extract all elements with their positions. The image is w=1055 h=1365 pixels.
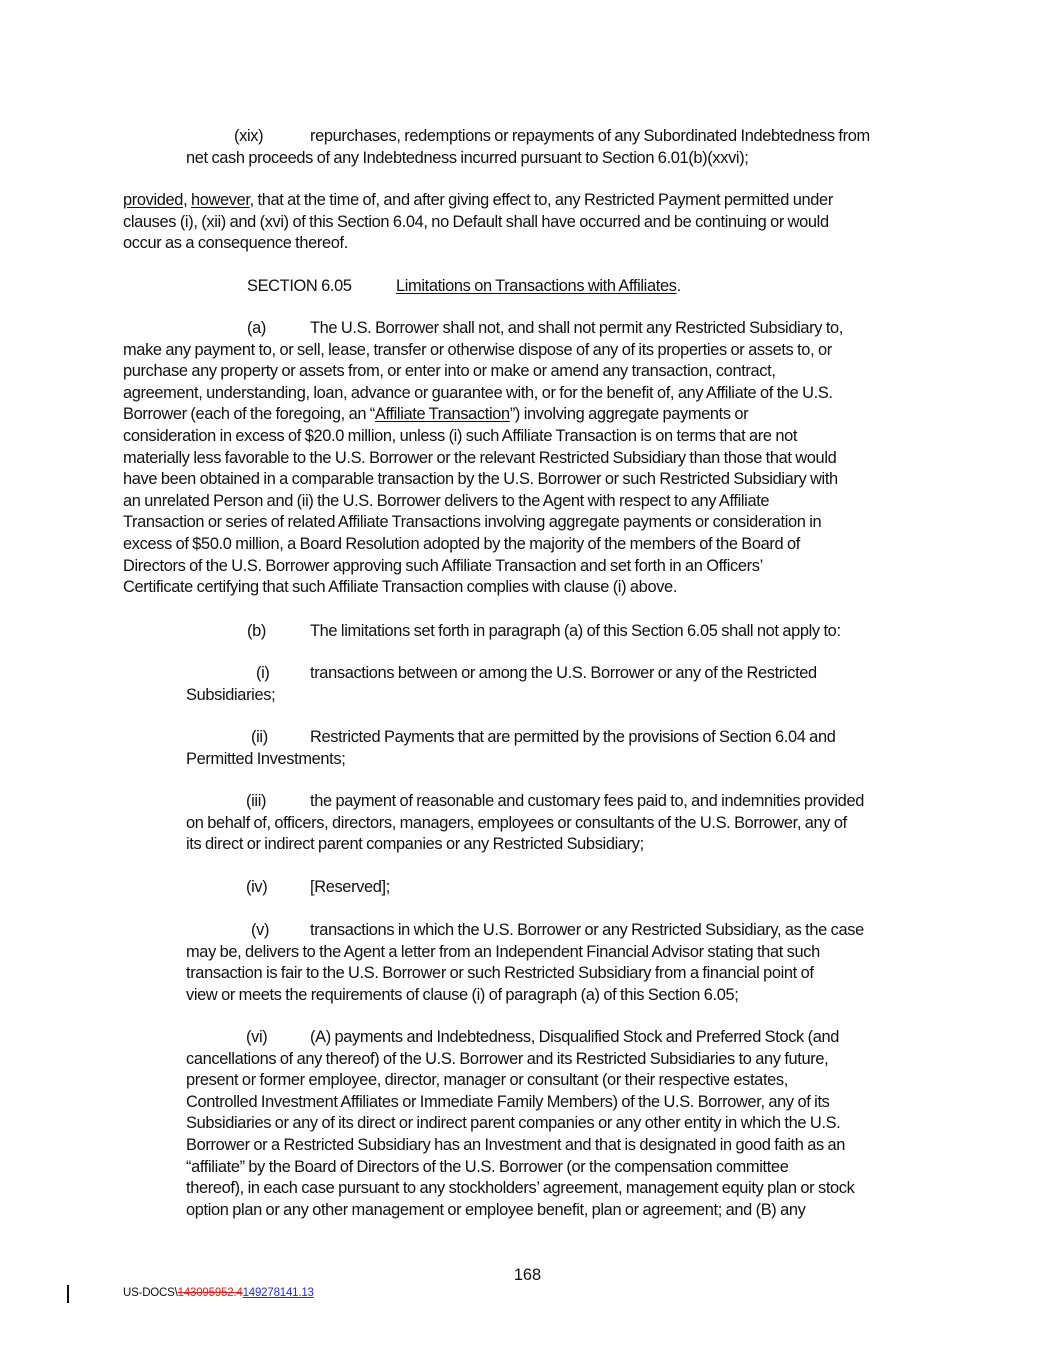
- doc-id-inserted: 149278141.13: [242, 1287, 314, 1299]
- item-number: (i): [256, 664, 270, 682]
- clause-text: net cash proceeds of any Indebtedness incurred pursuant to Section 6.01(b)(xxvi);: [186, 148, 749, 167]
- paragraph-b: (b) The limitations set forth in paragraph (a) of this Section 6.05 shall not apply to:: [247, 621, 841, 643]
- paragraph-number: (a): [247, 319, 266, 337]
- change-bar: [67, 1285, 69, 1303]
- item-iv: (iv) [Reserved];: [186, 877, 390, 899]
- item-number: (vi): [246, 1028, 268, 1046]
- defined-term-affiliate-transaction: Affiliate Transaction: [374, 405, 510, 424]
- item-number: (iii): [246, 792, 267, 810]
- doc-id-prefix: US-DOCS\: [123, 1287, 178, 1299]
- section-title: Limitations on Transactions with Affiliates: [396, 277, 677, 295]
- item-number: (v): [251, 921, 270, 939]
- paragraph-a: (a) The U.S. Borrower shall not, and shall not permit any Restricted Subsidiary to, make any payment to, or sell, lease, transfer or otherwise dispose of any of its properties or assets to, or purchase any property or assets from, or enter into or make or amend any transaction, contract, agreement, understanding, loan, advance or guarantee with, or for the benefit of, any Affiliate of the U.S. Borrower (each of the foregoing, an “Affiliate Transaction”) involving aggregate payments or consideration in excess of $20.0 million, unless (i) such Affiliate Transaction is on terms that are not materially less favorable to the U.S. Borrower or the relevant Restricted Subsidiary than those that would have been obtained in a comparable transaction by the U.S. Borrower or such Restricted Subsidiary with an unrelated Person and (ii) the U.S. Borrower delivers to the Agent with respect to any Affiliate Transaction or series of related Affiliate Transactions involving aggregate payments or consideration in excess of $50.0 million, a Board Resolution adopted by the majority of the members of the Board of Directors of the U.S. Borrower approving such Affiliate Transaction and set forth in an Officers’ Certificate certifying that such Affiliate Transaction complies with clause (i) above.: [123, 319, 843, 597]
- section-heading: SECTION 6.05 Limitations on Transactions with Affiliates.: [247, 276, 681, 298]
- section-number: SECTION 6.05: [247, 277, 352, 295]
- item-number: (ii): [251, 728, 268, 746]
- item-iii: (iii) the payment of reasonable and customary fees paid to, and indemnities provided on behalf of, officers, directors, managers, employees or consultants of the U.S. Borrower, any of its direct or indirect parent companies or any Restricted Subsidiary;: [186, 792, 864, 854]
- item-vi: (vi) (A) payments and Indebtedness, Disqualified Stock and Preferred Stock (and cancellations of any thereof) of the U.S. Borrower and its Restricted Subsidiaries to any future, present or former employee, director, manager or consultant (or their respective estates, Controlled Investment Affiliates or Immediate Family Members) of the U.S. Borrower, any of its Subsidiaries or any of its direct or indirect parent companies or any other entity in which the U.S. Borrower or a Restricted Subsidiary has an Investment and that is designated in good faith as an “affiliate” by the Board of Directors of the U.S. Borrower (or the compensation committee thereof), in each case pursuant to any stockholders’ agreement, management equity plan or stock option plan or any other management or employee benefit, plan or agreement; and (B) any: [186, 1028, 855, 1219]
- provided-term: provided: [123, 191, 184, 209]
- clause-text: repurchases, redemptions or repayments of any Subordinated Indebtedness from: [310, 127, 870, 145]
- however-term: however: [191, 191, 250, 209]
- doc-id-deleted: 143095952.4: [177, 1287, 243, 1299]
- clause-number: (xix): [234, 127, 264, 145]
- item-i: (i) transactions between or among the U.S. Borrower or any of the Restricted Subsidiaries;: [186, 664, 817, 704]
- item-v: (v) transactions in which the U.S. Borrower or any Restricted Subsidiary, as the case may be, delivers to the Agent a letter from an Independent Financial Advisor stating that such transaction is fair to the U.S. Borrower or such Restricted Subsidiary from a financial point of view or meets the requirements of clause (i) of paragraph (a) of this Section 6.05;: [186, 921, 864, 1004]
- proviso-paragraph: provided, however, that at the time of, and after giving effect to, any Restricted Payment permitted under clauses (i), (xii) and (xvi) of this Section 6.04, no Default shall have occurred and be continuing or would occur as a consequence thereof.: [123, 191, 833, 253]
- document-id-footer: [123, 1286, 314, 1300]
- item-number: (iv): [246, 878, 268, 896]
- clause-xix: [186, 126, 870, 169]
- paragraph-number: (b): [247, 622, 266, 640]
- page-number: 168: [513, 1266, 542, 1284]
- item-ii: (ii) Restricted Payments that are permitted by the provisions of Section 6.04 and Permitted Investments;: [186, 728, 836, 768]
